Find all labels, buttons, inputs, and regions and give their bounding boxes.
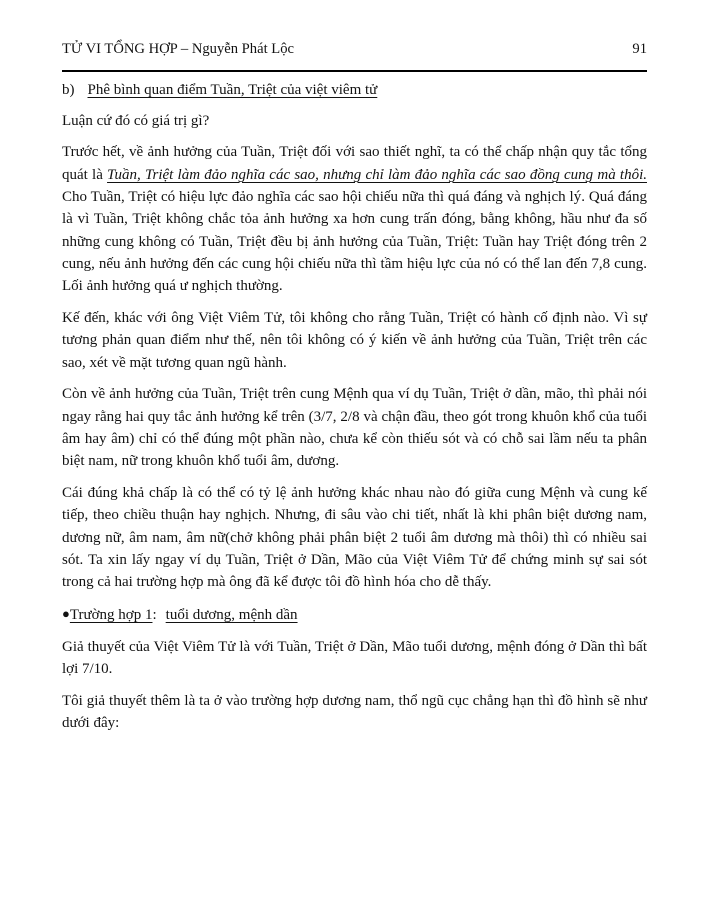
paragraph-1-emphasis: Tuần, Triệt làm đảo nghĩa các sao, nhưng chỉ làm đảo nghĩa các sao đồng cung mà thôi. [107,166,647,183]
page-header [62,38,647,60]
paragraph-1-before: Trước hết, về ảnh hưởng của Tuần, Triệt đối với sao thiết nghĩ, ta có thể chấp nhận quy tắc tổng quát là [62,144,647,183]
paragraph-1-after: Cho Tuần, Triệt có hiệu lực đảo nghĩa các sao hội chiếu nữa thì quá đáng và nghịch lý. Quá đáng là vì Tuần, Triệt không chắc tỏa ảnh hưởng xa hơn cung trấn đóng, bằng không, hầu như đa số những cung không có Tuần, Triệt đều bị ảnh hưởng của Tuần, Triệt: Tuần hay Triệt đóng trên 2 cung, nếu ảnh hưởng đến các cung hội chiếu nữa thì tầm hiệu lực của nó có thể lan đến 7,8 cung. Lối ảnh hưởng quá ư nghịch thường. [62,188,647,295]
header-title: TỬ VI TỔNG HỢP – Nguyễn Phát Lộc [62,41,294,57]
case-1-heading [62,603,647,626]
paragraph-3: Còn về ảnh hưởng của Tuần, Triệt trên cung Mệnh qua ví dụ Tuần, Triệt ở dần, mão, thì phải nói ngay rằng hai quy tắc ảnh hưởng kể trên (3/7, 2/8 và chận đầu, theo gót trong khuôn khổ của tuổi âm hay âm) chỉ có thể đúng một phần nào, chưa kể còn thiếu sót và có chỗ sai lầm nếu ta phân biệt nam, nữ trong khuôn khổ tuổi âm, dương. [62,386,647,470]
section-heading-text: Phê bình quan điểm Tuần, Triệt của việt viêm tử [87,82,378,99]
paragraph-question: Luận cứ đó có giá trị gì? [62,112,210,129]
paragraph-1 [62,141,647,297]
bullet-icon: ● [62,606,70,622]
paragraph-2: Kế đến, khác với ông Việt Viêm Tử, tôi không cho rằng Tuần, Triệt có hành cố định nào. Vì sự tương phản quan điểm như thế, nên tôi không có ý kiến về ảnh hưởng của Tuần, Triệt trên các sao, xét về mặt tương quan ngũ hành. [62,309,647,371]
section-heading-marker: b) [62,82,75,99]
case-1-description: tuổi dương, mệnh dần [165,607,298,624]
paragraph-5: Giả thuyết của Việt Viêm Tử là với Tuần, Triệt ở Dần, Mão tuổi dương, mệnh đóng ở Dần thì bất lợi 7/10. [62,638,647,678]
header-rule [62,70,647,72]
page-number: 91 [632,41,647,57]
section-heading [62,79,647,101]
case-1-separator: : [152,607,157,624]
case-1-label: Trường hợp 1 [69,607,153,624]
paragraph-6: Tôi giả thuyết thêm là ta ở vào trường hợp dương nam, thổ ngũ cục chẳng hạn thì đồ hình sẽ như dưới đây: [62,692,647,732]
paragraph-4: Cái đúng khả chấp là có thể có tỷ lệ ảnh hưởng khác nhau nào đó giữa cung Mệnh và cung kế tiếp, theo chiều thuận hay nghịch. Nhưng, đi sâu vào chi tiết, nhất là khi phân biệt dương nam, dương nữ, âm nam, âm nữ(chở không phải phân biệt 2 tuổi âm dương mà thôi) thì có nhiều sai sót. Ta xin lấy ngay ví dụ Tuần, Triệt ở Dần, Mão của Việt Viêm Tử để chứng minh sự sai sót trong cả hai trường hợp mà ông đã kể được tôi đồ hình hóa cho dễ thấy. [62,485,647,591]
